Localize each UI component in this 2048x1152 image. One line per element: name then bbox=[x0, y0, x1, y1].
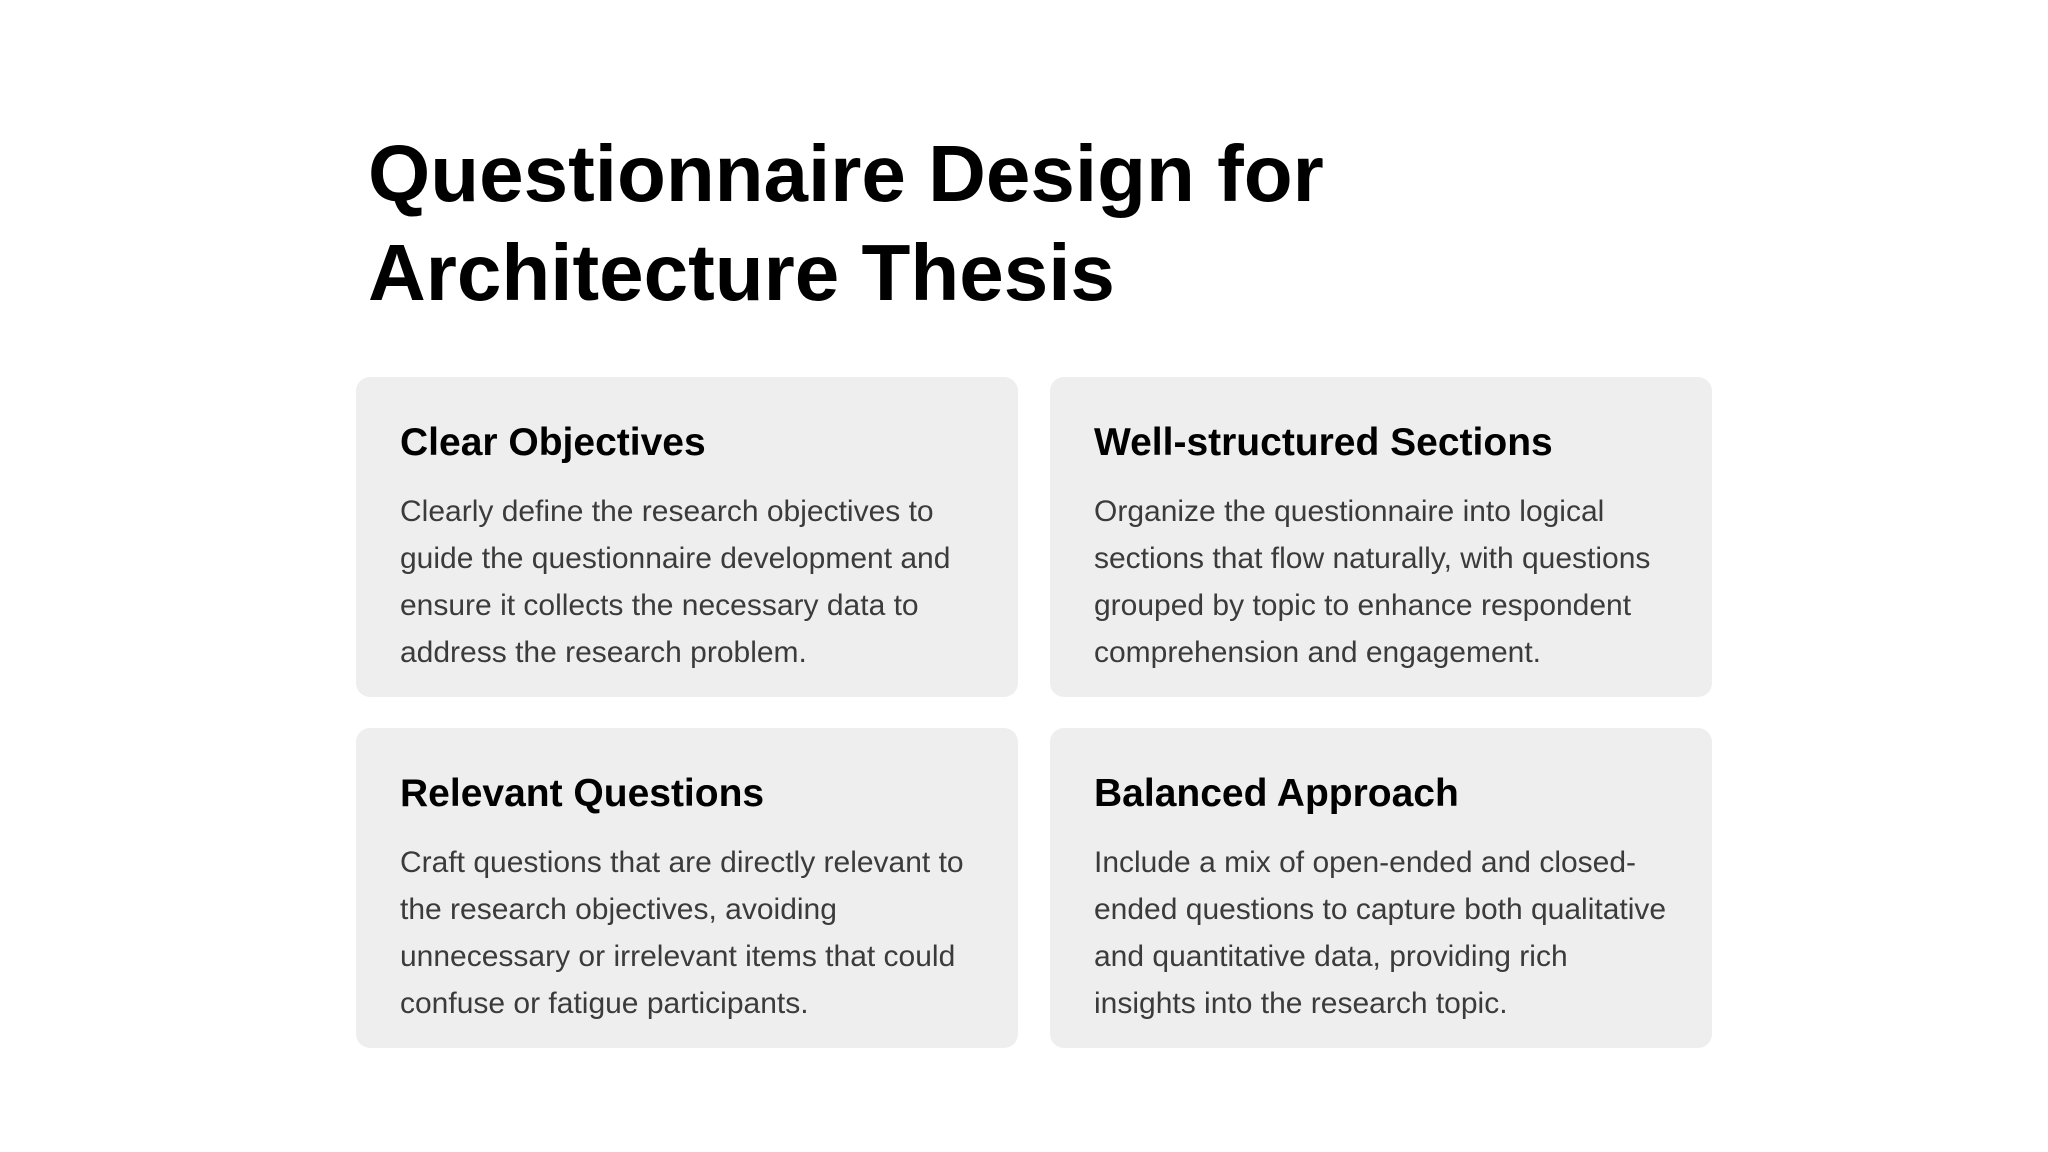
card-body: Organize the questionnaire into logical sections that flow naturally, with questions grouped by topic to enhance respondent comprehension and engagement. bbox=[1094, 495, 1651, 669]
card-body: Include a mix of open-ended and closed-ended questions to capture both qualitative and quantitative data, providing rich insights into the research topic. bbox=[1094, 846, 1667, 1020]
page-title: Questionnaire Design for Architecture Thesis bbox=[368, 129, 1324, 317]
card-well-structured-sections bbox=[1050, 377, 1712, 697]
card-body: Clearly define the research objectives to guide the questionnaire development and ensure it collects the necessary data to address the research problem. bbox=[400, 495, 951, 669]
card-heading: Relevant Questions bbox=[400, 772, 765, 815]
card-heading: Balanced Approach bbox=[1094, 772, 1459, 815]
card-relevant-questions bbox=[356, 728, 1018, 1048]
card-heading: Well-structured Sections bbox=[1094, 421, 1553, 464]
card-body: Craft questions that are directly relevant to the research objectives, avoiding unnecessary or irrelevant items that could confuse or fatigue participants. bbox=[400, 846, 964, 1020]
card-clear-objectives bbox=[356, 377, 1018, 697]
card-balanced-approach bbox=[1050, 728, 1712, 1048]
card-heading: Clear Objectives bbox=[400, 421, 706, 464]
